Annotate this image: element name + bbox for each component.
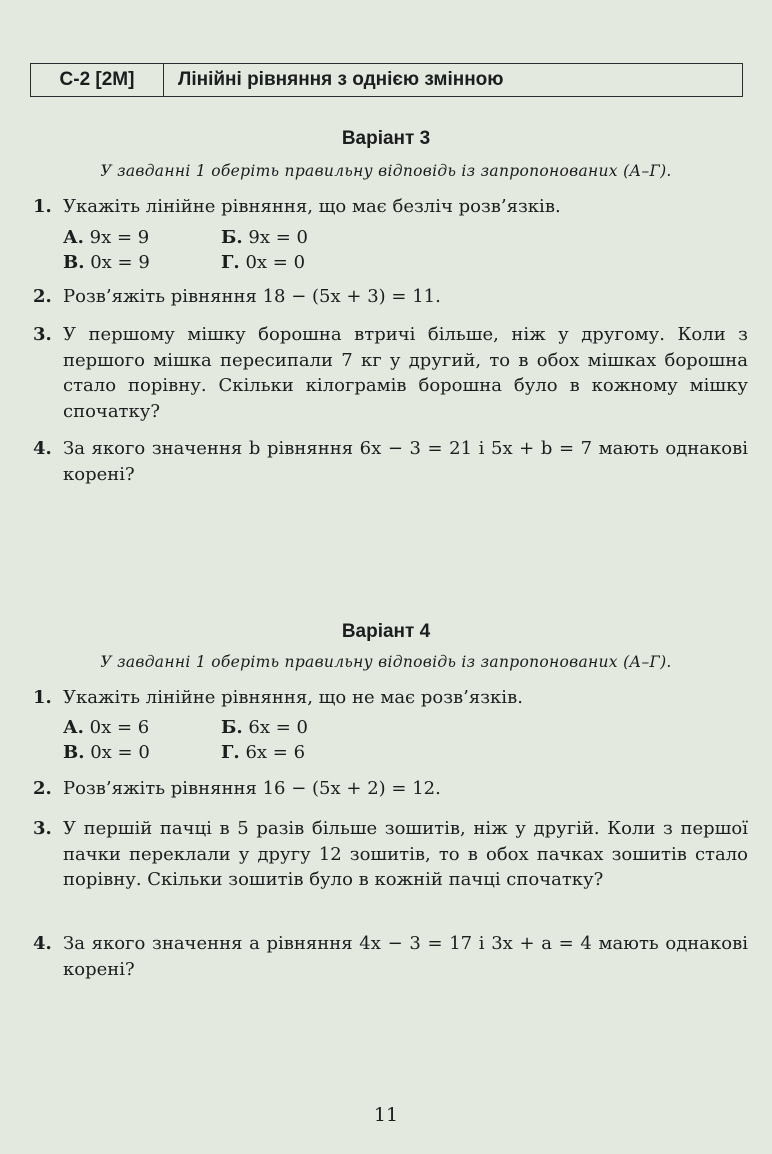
task-number: 4. [33, 438, 52, 459]
task-number: 2. [33, 286, 52, 307]
variant-3-instruction: У завданні 1 оберіть правильну відповідь із запропонованих (А–Г). [100, 162, 672, 180]
variant-3-task-3 [33, 322, 748, 424]
task-number: 3. [33, 818, 52, 839]
option-b: Б. 9x = 0 [221, 227, 308, 248]
option-v: В. 0x = 0 [63, 742, 150, 763]
option-g: Г. 0x = 0 [221, 252, 306, 273]
task-number: 3. [33, 324, 52, 345]
task-text: У першому мішку борошна втричі більше, ніж у другому. Коли з першого мішка пересипали 7 кг у другий, то в обох мішках борошна стало порівну. Скільки кілограмів борошна було в кожному мішку спочатку? [63, 324, 748, 422]
variant-4-options [63, 715, 379, 765]
variant-4-task-3 [33, 816, 748, 893]
variant-3-task-2 [33, 284, 748, 310]
variant-4-task-2 [33, 776, 748, 802]
task-number: 1. [33, 687, 52, 708]
task-text: За якого значення b рівняння 6x − 3 = 21 і 5x + b = 7 мають однакові корені? [63, 438, 748, 485]
task-text: Розв’яжіть рівняння 16 − (5x + 2) = 12. [63, 778, 441, 799]
task-text: У першій пачці в 5 разів більше зошитів, ніж у другій. Коли з першої пачки переклали у другу 12 зошитів, то в обох пачках зошитів стало порівну. Скільки зошитів було в кожній пачці спочатку? [63, 818, 748, 890]
task-text: Укажіть лінійне рівняння, що не має розв’язків. [63, 687, 523, 708]
option-b: Б. 6x = 0 [221, 717, 308, 738]
option-a: А. 9x = 9 [63, 227, 150, 248]
task-number: 1. [33, 196, 52, 217]
section-header [30, 63, 743, 97]
variant-4-task-1 [33, 685, 748, 711]
task-number: 2. [33, 778, 52, 799]
option-v: В. 0x = 9 [63, 252, 150, 273]
option-a: А. 0x = 6 [63, 717, 150, 738]
section-title: Лінійні рівняння з однією змінною [178, 69, 504, 90]
task-text: За якого значення a рівняння 4x − 3 = 17 і 3x + a = 4 мають однакові корені? [63, 933, 748, 980]
variant-4-title: Варіант 4 [341, 621, 431, 642]
variant-3-task-1 [33, 194, 748, 220]
page-number: 11 [373, 1104, 399, 1126]
task-number: 4. [33, 933, 52, 954]
variant-4-task-4 [33, 931, 748, 982]
task-text: Укажіть лінійне рівняння, що має безліч розв’язків. [63, 196, 561, 217]
option-g: Г. 6x = 6 [221, 742, 306, 763]
task-text: Розв’яжіть рівняння 18 − (5x + 3) = 11. [63, 286, 441, 307]
variant-3-title: Варіант 3 [341, 128, 431, 149]
variant-3-task-4 [33, 436, 748, 487]
variant-3-options [63, 225, 379, 275]
variant-4-instruction: У завданні 1 оберіть правильну відповідь із запропонованих (А–Г). [100, 653, 672, 671]
section-code: С-2 [2М] [31, 64, 164, 96]
